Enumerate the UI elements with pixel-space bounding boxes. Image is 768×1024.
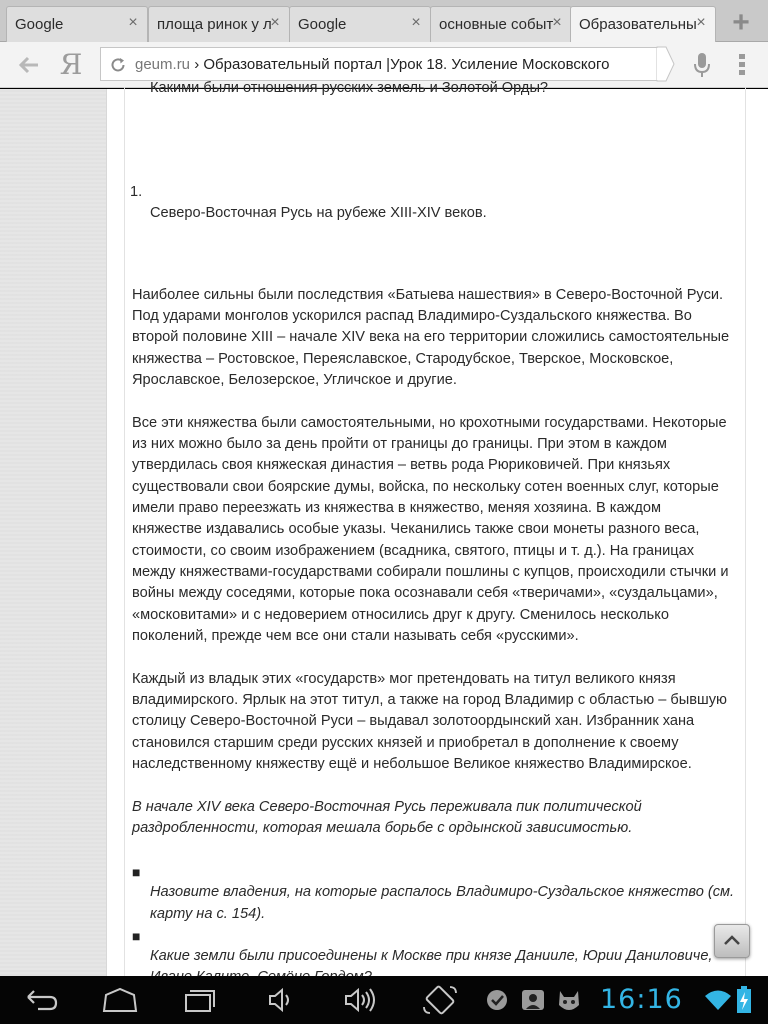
paragraph-line: войны между соседями, которые пока осознавали себя «тверичами», «суздальцами», (132, 585, 718, 601)
rotate-screen-button[interactable] (418, 985, 462, 1015)
tab-google-2[interactable] (289, 6, 431, 42)
page-viewport[interactable] (0, 80, 768, 976)
tab-label: основные событ (439, 16, 554, 33)
url-domain: geum.ru (135, 56, 191, 73)
yandex-button[interactable]: Я (59, 48, 83, 81)
question-partial: Какими были отношения русских земель и Золотой Орды? (150, 80, 549, 96)
paragraph-line: имели право переезжать из княжества в княжество, меняя хозяина. В каждом (132, 500, 661, 516)
list-number: 1. (130, 184, 143, 200)
url-separator: › (194, 56, 200, 73)
wifi-icon (704, 988, 732, 1012)
url-page-title: Образовательный портал |Урок 18. Усиление Московского (203, 56, 610, 73)
microphone-icon (690, 51, 714, 79)
paragraph-line: Все эти княжества были самостоятельными, но крохотными государствами. Некоторые (132, 415, 727, 431)
paragraph-line: Под ударами монголов ускорился распад Владимиро-Суздальского княжества. Во (132, 308, 692, 324)
recent-apps-icon (178, 985, 222, 1015)
paragraph-line: поколений, прежде чем все они стали называть себя «русскими». (132, 628, 579, 644)
nav-home-button[interactable] (98, 985, 142, 1015)
reload-icon[interactable] (109, 56, 127, 74)
paragraph-line: Наиболее сильны были последствия «Батыева нашествия» в Северо-Восточной Руси. (132, 287, 724, 303)
tab-close-icon[interactable]: × (270, 14, 280, 31)
address-bar[interactable] (100, 47, 666, 81)
paragraph-line: стоимости, со своим изображением (всадника, святого, птицы и т. д.). На границах (132, 543, 695, 559)
tab-close-icon[interactable]: × (411, 14, 421, 31)
back-arrow-icon (16, 52, 42, 78)
rotation-icon (418, 985, 462, 1015)
paragraph-line: Ярославское, Белозерское, Угличское и другие. (132, 372, 457, 388)
summary-line: В начале XIV века Северо-Восточная Русь переживала пик политической (132, 799, 642, 815)
tab-close-icon[interactable]: × (552, 14, 562, 31)
notification-icon-3[interactable] (554, 985, 584, 1015)
volume-down-icon (258, 985, 302, 1015)
paragraph-line: второй половине XIII – начале XIV века на его территории сложились самостоятельные (132, 329, 730, 345)
paragraph-line: Каждый из владык этих «государств» мог претендовать на титул великого князя (132, 671, 676, 687)
paragraph-line: столицу Северо-Восточной Руси – выдавал золотоордынский хан. Избранник хана (132, 713, 695, 729)
tab-main-events[interactable] (430, 6, 572, 42)
volume-up-button[interactable] (338, 985, 382, 1015)
nav-recents-button[interactable] (178, 985, 222, 1015)
notification-icon-2[interactable] (518, 985, 548, 1015)
tab-label: Образовательны (579, 16, 697, 33)
paragraph-line: «московитами» и с недоверием относились друг к другу. Сменилось несколько (132, 607, 669, 623)
tab-market-search[interactable] (148, 6, 290, 42)
bullet-square-icon: ■ (132, 864, 141, 880)
address-bar-tip (657, 47, 675, 81)
url-text[interactable] (135, 56, 660, 73)
tab-label: Google (15, 16, 64, 33)
chevron-up-icon (715, 925, 749, 957)
tab-google-1[interactable] (6, 6, 148, 42)
scroll-to-top-button[interactable] (714, 924, 750, 958)
notification-icon-1[interactable] (482, 985, 512, 1015)
home-icon (98, 985, 142, 1015)
voice-search-button[interactable] (690, 51, 714, 79)
paragraph-line: существовали свои боярские думы, войска, по нескольку сотен военных слуг, которые (132, 479, 719, 495)
clock: 16:16 (600, 984, 683, 1015)
section-heading: Северо-Восточная Русь на рубеже XIII-XIV веков. (150, 205, 487, 221)
paragraph-line: княжества – Ростовское, Переяславское, Стародубское, Тверское, Московское, (132, 351, 674, 367)
tab-label: Google (298, 16, 347, 33)
tab-strip (0, 0, 768, 42)
overflow-menu-icon (732, 51, 752, 79)
tab-close-icon[interactable]: × (696, 14, 706, 31)
back-icon (18, 985, 62, 1015)
volume-up-icon (338, 985, 382, 1015)
paragraph-line: владимирского. Ярлык на этот титул, а также на город Владимир с областью – бывшую (132, 692, 727, 708)
volume-down-button[interactable] (258, 985, 302, 1015)
page-left-gutter (0, 89, 107, 976)
battery-charging-icon (736, 986, 752, 1014)
tab-label: площа ринок у л (157, 16, 272, 33)
paragraph-line: из них можно было за день пройти от границы до границы. При этом в каждом (132, 436, 667, 452)
paragraph-line: утвердилась своя княжеская династия – ветвь рода Рюриковичей. При князьях (132, 457, 671, 473)
paragraph-line: становился старшим среди русских князей и приобретал в дополнение к своему (132, 735, 679, 751)
paragraph-line: княжестве издавались особые указы. Чеканились также свои монеты разного веса, (132, 521, 700, 537)
bullet-square-icon: ■ (132, 928, 141, 944)
question-line: Назовите владения, на которые распалось Владимиро-Суздальское княжество (см. (150, 884, 735, 900)
question-line: Какие земли были присоединены к Москве при князе Данииле, Юрии Даниловиче, (150, 948, 713, 964)
tab-close-icon[interactable]: × (128, 14, 138, 31)
cat-app-icon (554, 985, 584, 1015)
messenger-icon (518, 985, 548, 1015)
nav-back-button[interactable] (18, 985, 62, 1015)
paragraph-line: между княжествами-государствами собирали пошлины с купцов, происходили стычки и (132, 564, 729, 580)
summary-line: раздробленности, которая мешала борьбе с ордынской зависимостью. (132, 820, 633, 836)
system-bar (0, 976, 768, 1024)
paragraph-line: наследственному княжеству ещё и небольшое Великое княжество Владимирское. (132, 756, 692, 772)
menu-button[interactable] (732, 51, 752, 79)
tasks-check-icon (482, 985, 512, 1015)
question-line: карту на с. 154). (150, 906, 266, 922)
new-tab-button[interactable]: + (732, 6, 750, 39)
tab-educational-portal[interactable] (570, 6, 716, 43)
back-button[interactable] (16, 52, 42, 78)
